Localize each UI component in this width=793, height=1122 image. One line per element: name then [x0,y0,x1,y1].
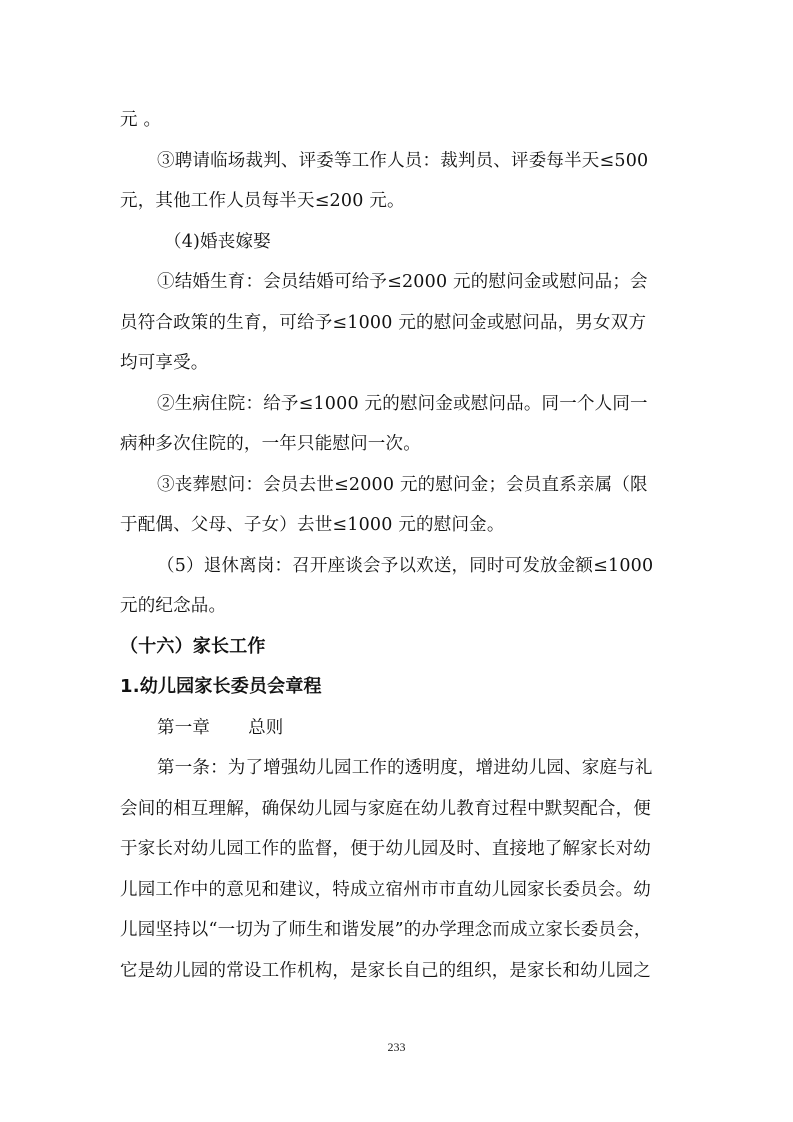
text-line: 第一条：为了增强幼儿园工作的透明度，增进幼儿园、家庭与礼 [157,758,653,778]
text-line: ③聘请临场裁判、评委等工作人员：裁判员、评委每半天≤500 [157,150,649,171]
page-body [120,100,680,991]
text-line: （5）退休离岗：召开座谈会予以欢送，同时可发放金额≤1000 [157,555,654,576]
subsection-heading: （4)婚丧嫁娶 [164,231,271,252]
text-line: 它是幼儿园的常设工作机构，是家长自己的组织，是家长和幼儿园之 [120,960,651,981]
text-line: 病种多次住院的，一年只能慰问一次。 [120,434,421,454]
text-line: 元，其他工作人员每半天≤200 元。 [120,191,405,211]
page-number: 233 [387,1040,406,1054]
chapter-heading [120,708,680,749]
text-line: 元的纪念品。 [120,596,227,616]
section-heading: （十六）家长工作 [120,635,266,657]
text-line: ③丧葬慰问：会员去世≤2000 元的慰问金；会员直系亲属（限 [157,474,648,495]
text-line: 儿园工作中的意见和建议，特成立宿州市市直幼儿园家长委员会。幼 [120,879,651,900]
text-line: 元 。 [120,110,162,130]
text-line: 儿园坚持以“一切为了师生和谐发展”的办学理念而成立家长委员会， [120,920,652,940]
text-line: 员符合政策的生育，可给予≤1000 元的慰问金或慰问品，男女双方 [120,312,647,333]
text-line: ②生病住院：给予≤1000 元的慰问金或慰问品。同一个人同一 [157,393,648,414]
text-line: 均可享受。 [120,353,209,373]
text-line: 于家长对幼儿园工作的监督，便于幼儿园及时、直接地了解家长对幼 [120,839,651,859]
text-line: ①结婚生育：会员结婚可给予≤2000 元的慰问金或慰问品；会 [157,272,648,292]
text-line: 会间的相互理解，确保幼儿园与家庭在幼儿教育过程中默契配合，便 [120,798,651,819]
chapter-title: 总则 [248,717,284,738]
text-line: 于配偶、父母、子女）去世≤1000 元的慰问金。 [120,515,505,535]
chapter-number: 第一章 [157,717,211,738]
document-title: 1.幼儿园家长委员会章程 [120,676,322,697]
